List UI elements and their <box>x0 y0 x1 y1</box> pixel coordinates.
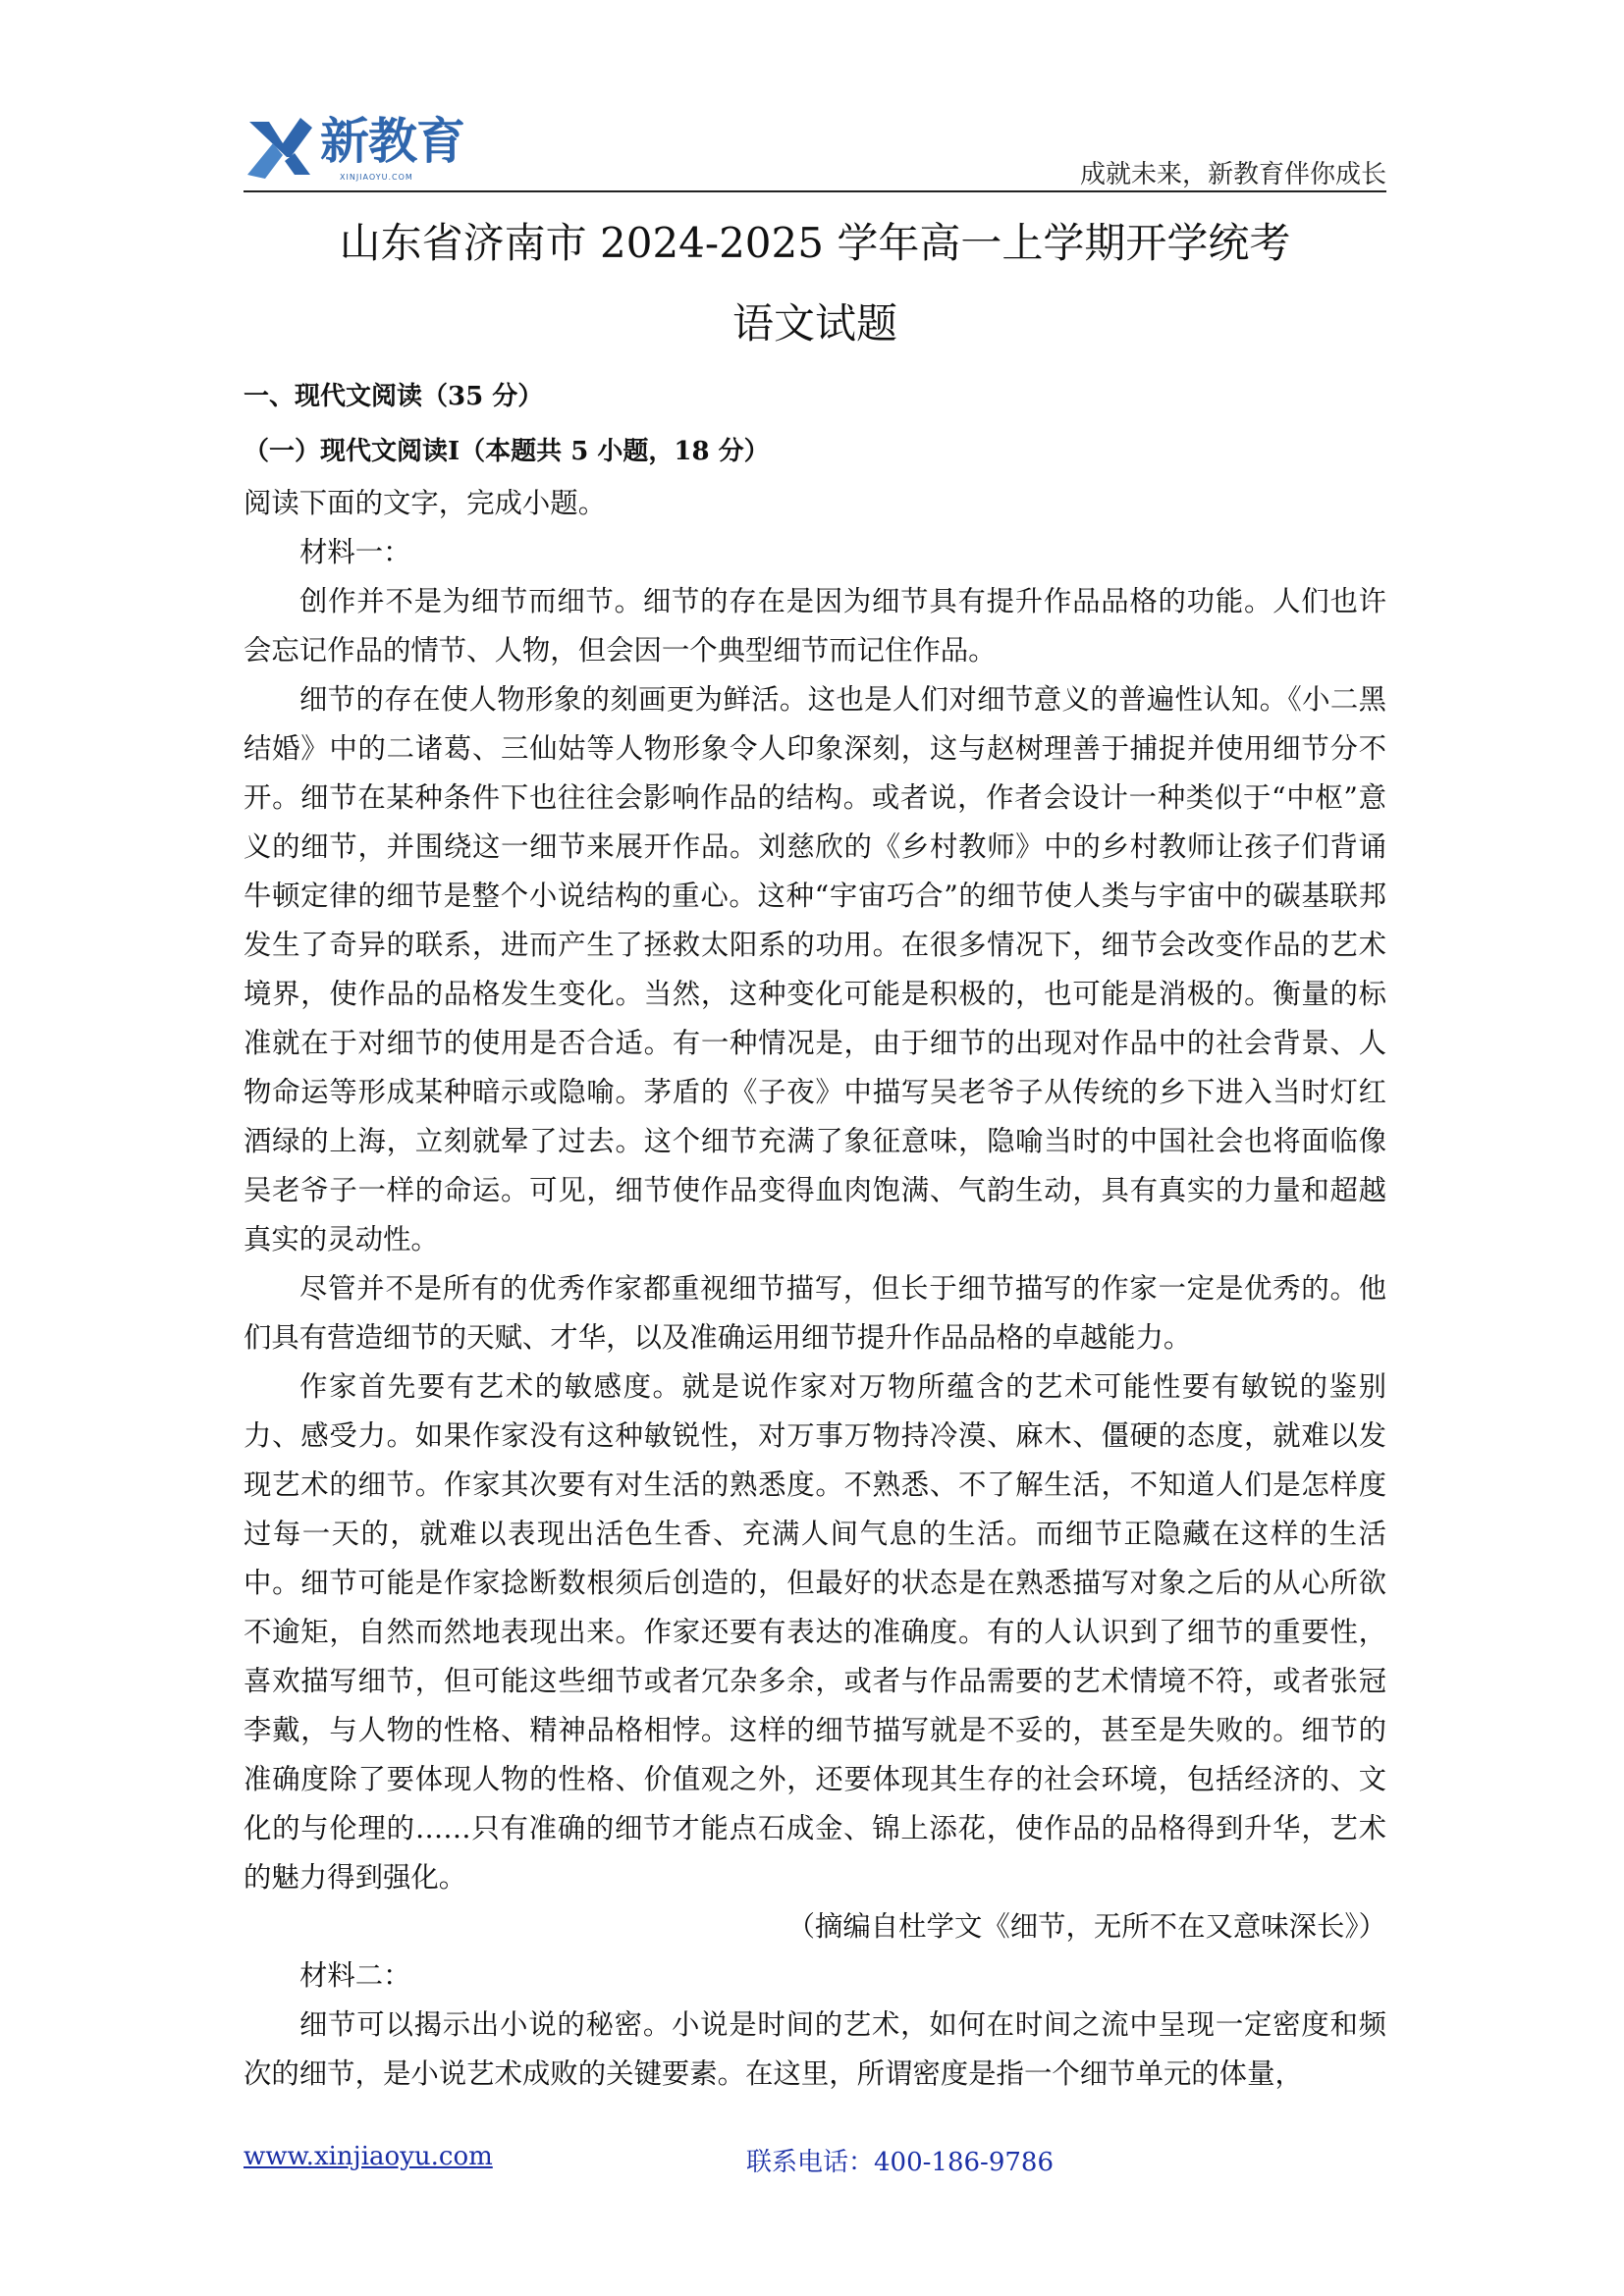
exam-subject-title: 语文试题 <box>731 299 897 347</box>
header-divider <box>244 190 1386 192</box>
page-header <box>244 108 1386 194</box>
section-heading: 一、现代文阅读（35 分） <box>244 382 544 411</box>
contact-phone: 联系电话：400-186-9786 <box>746 2148 1054 2177</box>
brand-logo <box>244 108 509 188</box>
material-paragraph: 创作并不是为细节而细节。细节的存在是因为细节具有提升作品品格的功能。人们也许会忘记作品的情节、人物，但会因一个典型细节而记住作品。 <box>244 585 1386 667</box>
exam-title: 山东省济南市 2024-2025 学年高一上学期开学统考 <box>339 219 1291 267</box>
logo-x-icon <box>244 114 318 183</box>
header-slogan: 成就未来，新教育伴你成长 <box>1079 160 1386 189</box>
material-paragraph: 细节的存在使人物形象的刻画更为鲜活。这也是人们对细节意义的普遍性认知。《小二黑结婚》中的二诸葛、三仙姑等人物形象令人印象深刻，这与赵树理善于捕捉并使用细节分不开。细节在某种条件下也往往会影响作品的结构。或者说，作者会设计一种类似于“中枢”意义的细节，并围绕这一细节来展开作品。刘慈欣的《乡村教师》中的乡村教师让孩子们背诵牛顿定律的细节是整个小说结构的重心。这种“宇宙巧合”的细节使人类与宇宙中的碳基联邦发生了奇异的联系，进而产生了拯救太阳系的功用。在很多情况下，细节会改变作品的艺术境界，使作品的品格发生变化。当然，这种变化可能是积极的，也可能是消极的。衡量的标准就在于对细节的使用是否合适。有一种情况是，由于细节的出现对作品中的社会背景、人物命运等形成某种暗示或隐喻。茅盾的《子夜》中描写吴老爷子从传统的乡下进入当时灯红酒绿的上海，立刻就晕了过去。这个细节充满了象征意味，隐喻当时的中国社会也将面临像吴老爷子一样的命运。可见，细节使作品变得血肉饱满、气韵生动，具有真实的力量和超越真实的灵动性。 <box>244 683 1386 1255</box>
material-label: 材料一： <box>299 536 411 568</box>
material-label: 材料二： <box>299 1959 411 1992</box>
instruction-text: 阅读下面的文字，完成小题。 <box>244 487 607 519</box>
exam-content <box>244 369 1386 2099</box>
material-paragraph: 细节可以揭示出小说的秘密。小说是时间的艺术，如何在时间之流中呈现一定密度和频次的细节，是小说艺术成败的关键要素。在这里，所谓密度是指一个细节单元的体量， <box>244 2008 1386 2090</box>
logo-text: 新教育 <box>320 113 464 170</box>
material-paragraph: 尽管并不是所有的优秀作家都重视细节描写，但长于细节描写的作家一定是优秀的。他们具有营造细节的天赋、才华，以及准确运用细节提升作品品格的卓越能力。 <box>244 1272 1386 1354</box>
page-footer <box>244 2142 1386 2181</box>
subsection-heading: （一）现代文阅读Ⅰ（本题共 5 小题，18 分） <box>244 437 770 466</box>
logo-domain: XINJIAOYU.COM <box>340 173 413 182</box>
material-paragraph: 作家首先要有艺术的敏感度。就是说作家对万物所蕴含的艺术可能性要有敏锐的鉴别力、感受力。如果作家没有这种敏锐性，对万事万物持冷漠、麻木、僵硬的态度，就难以发现艺术的细节。作家其次要有对生活的熟悉度。不熟悉、不了解生活，不知道人们是怎样度过每一天的，就难以表现出活色生香、充满人间气息的生活。而细节正隐藏在这样的生活中。细节可能是作家捻断数根须后创造的，但最好的状态是在熟悉描写对象之后的从心所欲不逾矩，自然而然地表现出来。作家还要有表达的准确度。有的人认识到了细节的重要性，喜欢描写细节，但可能这些细节或者冗杂多余，或者与作品需要的艺术情境不符，或者张冠李戴，与人物的性格、精神品格相悖。这样的细节描写就是不妥的，甚至是失败的。细节的准确度除了要体现人物的性格、价值观之外，还要体现其生存的社会环境，包括经济的、文化的与伦理的……只有准确的细节才能点石成金、锦上添花，使作品的品格得到升华，艺术的魅力得到强化。 <box>244 1370 1386 1894</box>
website-link[interactable]: www.xinjiaoyu.com <box>244 2142 493 2171</box>
material-source: （摘编自杜学文《细节，无所不在又意味深长》） <box>786 1910 1386 1943</box>
